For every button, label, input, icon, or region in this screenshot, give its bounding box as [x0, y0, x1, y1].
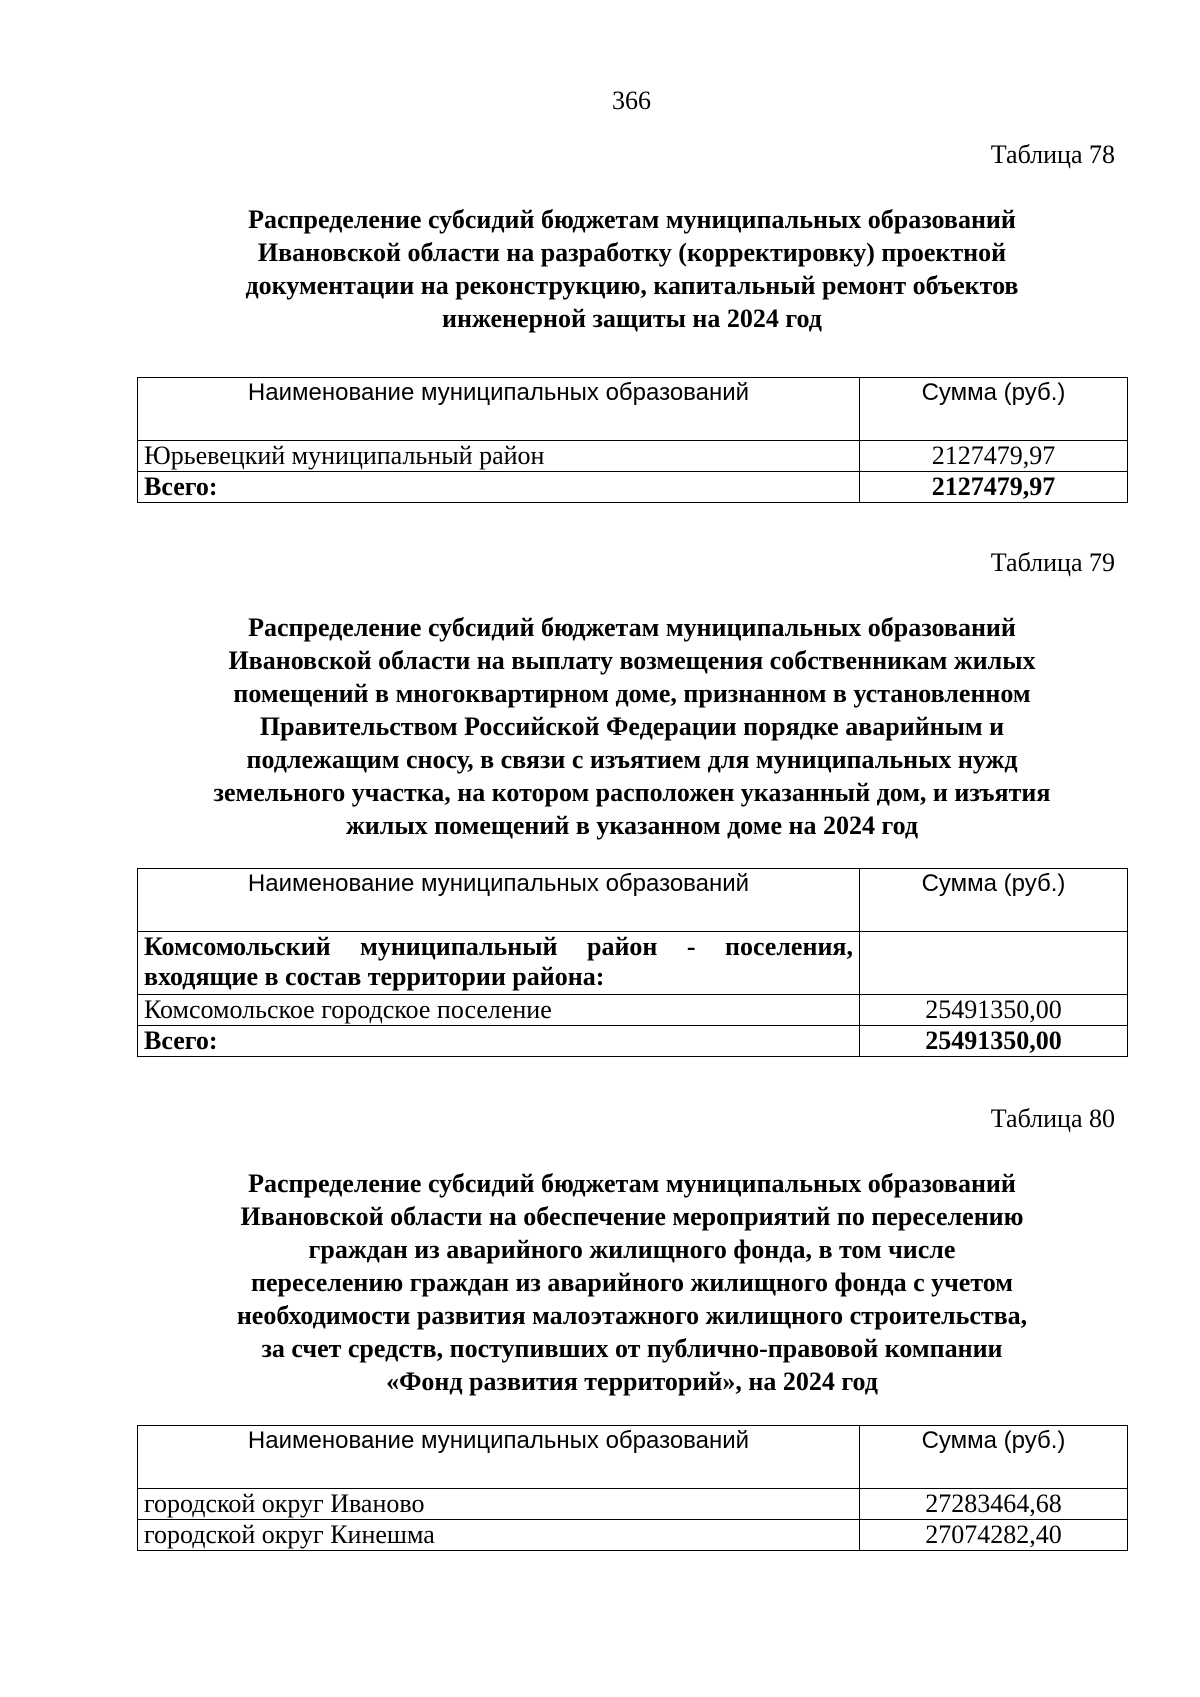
title-line: Распределение субсидий бюджетам муниципальных образований — [248, 1169, 1016, 1198]
group-sum — [860, 932, 1128, 995]
group-name: Комсомольский муниципальный район - поселения, входящие в состав территории района: — [138, 932, 860, 995]
table-79-title — [137, 611, 1127, 842]
table-header-row — [138, 1426, 1128, 1489]
table-78 — [137, 377, 1128, 503]
table-header-row — [138, 378, 1128, 441]
title-line: жилых помещений в указанном доме на 2024 год — [345, 811, 919, 840]
table-79-label: Таблица 79 — [990, 548, 1115, 577]
row-name: городской округ Иваново — [138, 1489, 860, 1520]
table-row — [138, 441, 1128, 472]
title-line: «Фонд развития территорий», на 2024 год — [386, 1367, 878, 1396]
title-line: граждан из аварийного жилищного фонда, в том числе — [308, 1235, 956, 1264]
row-name: городской округ Кинешма — [138, 1520, 860, 1551]
row-sum: 27283464,68 — [860, 1489, 1128, 1520]
title-line: инженерной защиты на 2024 год — [442, 304, 822, 333]
total-row — [138, 472, 1128, 503]
total-sum: 25491350,00 — [860, 1026, 1128, 1057]
table-80-label: Таблица 80 — [990, 1104, 1115, 1133]
title-line: Ивановской области на обеспечение мероприятий по переселению — [240, 1202, 1024, 1231]
title-line: Правительством Российской Федерации порядке аварийным и — [259, 712, 1005, 741]
row-sum: 2127479,97 — [860, 441, 1128, 472]
row-sum: 25491350,00 — [860, 995, 1128, 1026]
title-line: земельного участка, на котором расположен указанный дом, и изъятия — [213, 778, 1051, 807]
title-line: Ивановской области на выплату возмещения собственникам жилых — [228, 646, 1036, 675]
title-line: Ивановской области на разработку (корректировку) проектной — [257, 238, 1007, 267]
title-line: за счет средств, поступивших от публично-правовой компании — [261, 1334, 1003, 1363]
title-line: подлежащим сносу, в связи с изъятием для муниципальных нужд — [246, 745, 1018, 774]
group-row — [138, 932, 1128, 995]
title-line: необходимости развития малоэтажного жилищного строительства, — [236, 1301, 1028, 1330]
column-header-name: Наименование муниципальных образований — [138, 378, 860, 441]
total-label: Всего: — [138, 472, 860, 503]
column-header-name: Наименование муниципальных образований — [138, 1426, 860, 1489]
total-label: Всего: — [138, 1026, 860, 1057]
table-header-row — [138, 869, 1128, 932]
column-header-sum: Сумма (руб.) — [860, 869, 1128, 932]
title-line: переселению граждан из аварийного жилищного фонда с учетом — [251, 1268, 1013, 1297]
row-sum: 27074282,40 — [860, 1520, 1128, 1551]
table-80 — [137, 1425, 1128, 1551]
total-row — [138, 1026, 1128, 1057]
table-79 — [137, 868, 1128, 1057]
column-header-name: Наименование муниципальных образований — [138, 869, 860, 932]
title-line: документации на реконструкцию, капитальный ремонт объектов — [245, 271, 1019, 300]
table-78-title — [137, 203, 1127, 335]
table-80-title — [137, 1167, 1127, 1398]
table-row — [138, 1520, 1128, 1551]
column-header-sum: Сумма (руб.) — [860, 1426, 1128, 1489]
row-name: Комсомольское городское поселение — [138, 995, 860, 1026]
page-number: 366 — [612, 86, 651, 115]
row-name: Юрьевецкий муниципальный район — [138, 441, 860, 472]
title-line: Распределение субсидий бюджетам муниципальных образований — [248, 613, 1016, 642]
column-header-sum: Сумма (руб.) — [860, 378, 1128, 441]
title-line: Распределение субсидий бюджетам муниципальных образований — [248, 205, 1016, 234]
table-row — [138, 1489, 1128, 1520]
title-line: помещений в многоквартирном доме, признанном в установленном — [233, 679, 1031, 708]
table-78-label: Таблица 78 — [990, 140, 1115, 169]
total-sum: 2127479,97 — [860, 472, 1128, 503]
table-row — [138, 995, 1128, 1026]
